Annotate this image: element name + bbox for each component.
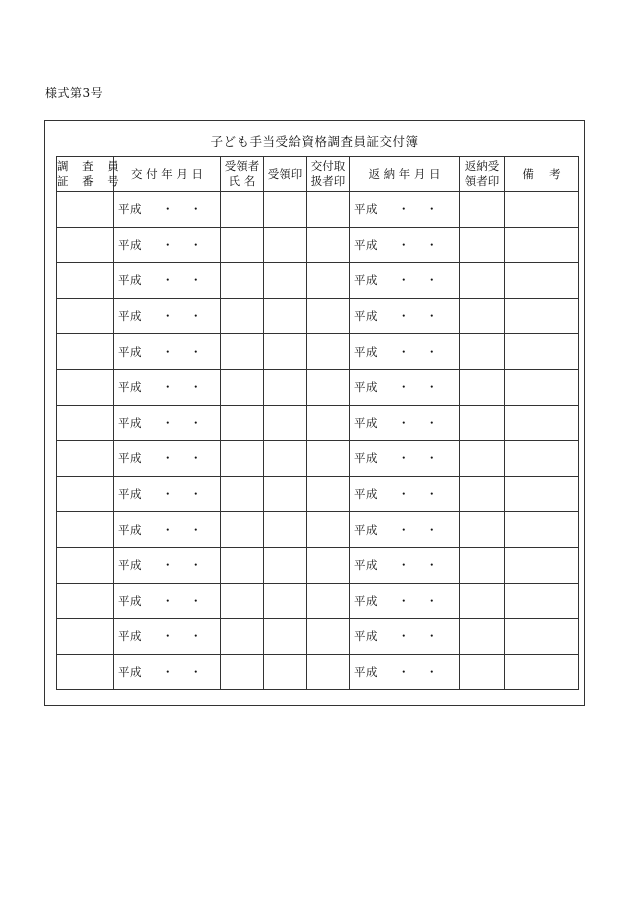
return-date-cell[interactable] (350, 583, 460, 619)
date-separator: ・ (190, 380, 202, 395)
return-receiver-seal-cell[interactable] (460, 547, 505, 583)
date-separator: ・ (398, 237, 410, 252)
issue-date-cell[interactable] (114, 512, 221, 548)
date-separator: ・ (190, 451, 202, 466)
date-separator: ・ (162, 380, 174, 395)
table-row (57, 512, 579, 548)
era-label: 平成 (354, 273, 378, 288)
date-separator: ・ (398, 273, 410, 288)
issuer-seal-cell[interactable] (307, 512, 350, 548)
era-label: 平成 (354, 451, 378, 466)
date-separator: ・ (426, 558, 438, 573)
issuer-seal-cell[interactable] (307, 192, 350, 228)
table-row (57, 405, 579, 441)
table-row (57, 334, 579, 370)
receipt-seal-cell[interactable] (264, 192, 307, 228)
date-separator: ・ (398, 629, 410, 644)
date-separator: ・ (398, 380, 410, 395)
recipient-name-cell[interactable] (221, 512, 264, 548)
date-separator: ・ (398, 344, 410, 359)
issuer-seal-cell[interactable] (307, 583, 350, 619)
date-separator: ・ (426, 487, 438, 502)
header-issue-date: 交 付 年 月 日 (114, 157, 221, 192)
date-separator: ・ (162, 344, 174, 359)
issue-date-cell[interactable] (114, 298, 221, 334)
issue-date-cell[interactable] (114, 263, 221, 299)
header-remarks: 備 考 (505, 157, 579, 192)
header-recipient-name (221, 157, 264, 192)
recipient-name-cell[interactable] (221, 583, 264, 619)
receipt-seal-cell[interactable] (264, 298, 307, 334)
date-separator: ・ (190, 309, 202, 324)
era-label: 平成 (354, 309, 378, 324)
header-recipient-name-line2: 氏 名 (228, 174, 256, 188)
receipt-seal-cell[interactable] (264, 619, 307, 655)
header-issuer-seal-line2: 扱者印 (310, 174, 346, 188)
era-label: 平成 (118, 415, 142, 430)
date-separator: ・ (398, 451, 410, 466)
id-number-cell[interactable] (57, 654, 114, 690)
header-receipt-seal: 受領印 (264, 157, 307, 192)
era-label: 平成 (118, 202, 142, 217)
remarks-cell[interactable] (505, 298, 579, 334)
era-label: 平成 (118, 273, 142, 288)
issuer-seal-cell[interactable] (307, 334, 350, 370)
receipt-seal-cell[interactable] (264, 654, 307, 690)
return-receiver-seal-cell[interactable] (460, 476, 505, 512)
return-date-cell[interactable] (350, 298, 460, 334)
date-separator: ・ (426, 415, 438, 430)
table-row (57, 476, 579, 512)
table-row (57, 654, 579, 690)
table-row (57, 583, 579, 619)
receipt-seal-cell[interactable] (264, 476, 307, 512)
date-separator: ・ (398, 487, 410, 502)
date-separator: ・ (162, 665, 174, 680)
date-separator: ・ (190, 629, 202, 644)
era-label: 平成 (354, 237, 378, 252)
era-label: 平成 (118, 451, 142, 466)
date-separator: ・ (190, 522, 202, 537)
issuer-seal-cell[interactable] (307, 476, 350, 512)
receipt-seal-cell[interactable] (264, 583, 307, 619)
receipt-seal-cell[interactable] (264, 227, 307, 263)
return-date-cell[interactable] (350, 476, 460, 512)
header-recipient-name-line1: 受領者 (224, 159, 260, 173)
date-separator: ・ (190, 558, 202, 573)
era-label: 平成 (354, 558, 378, 573)
era-label: 平成 (118, 665, 142, 680)
return-receiver-seal-cell[interactable] (460, 192, 505, 228)
era-label: 平成 (354, 380, 378, 395)
era-label: 平成 (118, 558, 142, 573)
issue-date-cell[interactable] (114, 476, 221, 512)
date-separator: ・ (162, 273, 174, 288)
date-separator: ・ (426, 273, 438, 288)
table-row (57, 192, 579, 228)
date-separator: ・ (162, 237, 174, 252)
date-separator: ・ (426, 202, 438, 217)
issuer-seal-cell[interactable] (307, 263, 350, 299)
date-separator: ・ (426, 237, 438, 252)
return-receiver-seal-cell[interactable] (460, 512, 505, 548)
remarks-cell[interactable] (505, 547, 579, 583)
return-receiver-seal-cell[interactable] (460, 227, 505, 263)
date-separator: ・ (162, 522, 174, 537)
remarks-cell[interactable] (505, 334, 579, 370)
header-row (57, 157, 579, 192)
issuer-seal-cell[interactable] (307, 441, 350, 477)
id-number-cell[interactable] (57, 476, 114, 512)
header-return-receiver-seal-line1: 返納受 (464, 159, 500, 173)
return-receiver-seal-cell[interactable] (460, 654, 505, 690)
return-date-cell[interactable] (350, 619, 460, 655)
date-separator: ・ (426, 380, 438, 395)
return-receiver-seal-cell[interactable] (460, 369, 505, 405)
era-label: 平成 (354, 629, 378, 644)
id-number-cell[interactable] (57, 441, 114, 477)
id-number-cell[interactable] (57, 619, 114, 655)
issue-date-cell[interactable] (114, 441, 221, 477)
header-issuer-seal (307, 157, 350, 192)
date-separator: ・ (190, 344, 202, 359)
remarks-cell[interactable] (505, 369, 579, 405)
era-label: 平成 (118, 344, 142, 359)
date-separator: ・ (190, 415, 202, 430)
issuance-register-table (56, 156, 579, 690)
remarks-cell[interactable] (505, 263, 579, 299)
issuer-seal-cell[interactable] (307, 619, 350, 655)
remarks-cell[interactable] (505, 512, 579, 548)
id-number-cell[interactable] (57, 583, 114, 619)
header-return-receiver-seal (460, 157, 505, 192)
date-separator: ・ (162, 629, 174, 644)
date-separator: ・ (398, 522, 410, 537)
issue-date-cell[interactable] (114, 369, 221, 405)
recipient-name-cell[interactable] (221, 619, 264, 655)
issue-date-cell[interactable] (114, 619, 221, 655)
return-date-cell[interactable] (350, 227, 460, 263)
era-label: 平成 (354, 593, 378, 608)
recipient-name-cell[interactable] (221, 192, 264, 228)
era-label: 平成 (354, 522, 378, 537)
return-date-cell[interactable] (350, 547, 460, 583)
receipt-seal-cell[interactable] (264, 512, 307, 548)
date-separator: ・ (190, 487, 202, 502)
return-receiver-seal-cell[interactable] (460, 441, 505, 477)
date-separator: ・ (426, 629, 438, 644)
date-separator: ・ (398, 202, 410, 217)
era-label: 平成 (354, 487, 378, 502)
return-date-cell[interactable] (350, 654, 460, 690)
date-separator: ・ (398, 309, 410, 324)
date-separator: ・ (426, 665, 438, 680)
recipient-name-cell[interactable] (221, 227, 264, 263)
form-number: 様式第3号 (45, 86, 104, 100)
era-label: 平成 (118, 487, 142, 502)
return-date-cell[interactable] (350, 334, 460, 370)
date-separator: ・ (162, 309, 174, 324)
header-issuer-seal-line1: 交付取 (310, 159, 346, 173)
document-title: 子ども手当受給資格調査員証交付簿 (210, 134, 419, 149)
recipient-name-cell[interactable] (221, 369, 264, 405)
id-number-cell[interactable] (57, 369, 114, 405)
date-separator: ・ (426, 309, 438, 324)
date-separator: ・ (398, 665, 410, 680)
era-label: 平成 (118, 522, 142, 537)
date-separator: ・ (398, 415, 410, 430)
issue-date-cell[interactable] (114, 583, 221, 619)
header-id-number-line2: 証 番 号 (57, 174, 124, 188)
register-body (57, 192, 579, 690)
return-receiver-seal-cell[interactable] (460, 405, 505, 441)
recipient-name-cell[interactable] (221, 547, 264, 583)
era-label: 平成 (354, 665, 378, 680)
date-separator: ・ (162, 593, 174, 608)
issue-date-cell[interactable] (114, 654, 221, 690)
date-separator: ・ (190, 593, 202, 608)
return-receiver-seal-cell[interactable] (460, 334, 505, 370)
id-number-cell[interactable] (57, 227, 114, 263)
remarks-cell[interactable] (505, 583, 579, 619)
header-return-date: 返 納 年 月 日 (350, 157, 460, 192)
date-separator: ・ (426, 451, 438, 466)
receipt-seal-cell[interactable] (264, 263, 307, 299)
receipt-seal-cell[interactable] (264, 369, 307, 405)
recipient-name-cell[interactable] (221, 263, 264, 299)
return-receiver-seal-cell[interactable] (460, 263, 505, 299)
date-separator: ・ (162, 558, 174, 573)
return-date-cell[interactable] (350, 263, 460, 299)
return-date-cell[interactable] (350, 192, 460, 228)
remarks-cell[interactable] (505, 476, 579, 512)
era-label: 平成 (354, 344, 378, 359)
issuer-seal-cell[interactable] (307, 547, 350, 583)
date-separator: ・ (190, 665, 202, 680)
receipt-seal-cell[interactable] (264, 405, 307, 441)
remarks-cell[interactable] (505, 227, 579, 263)
table-row (57, 547, 579, 583)
era-label: 平成 (118, 380, 142, 395)
header-id-number (57, 157, 124, 192)
date-separator: ・ (426, 593, 438, 608)
return-receiver-seal-cell[interactable] (460, 298, 505, 334)
date-separator: ・ (398, 593, 410, 608)
recipient-name-cell[interactable] (221, 334, 264, 370)
date-separator: ・ (190, 237, 202, 252)
remarks-cell[interactable] (505, 405, 579, 441)
table-row (57, 619, 579, 655)
recipient-name-cell[interactable] (221, 476, 264, 512)
issuer-seal-cell[interactable] (307, 298, 350, 334)
issue-date-cell[interactable] (114, 405, 221, 441)
return-receiver-seal-cell[interactable] (460, 583, 505, 619)
issue-date-cell[interactable] (114, 227, 221, 263)
date-separator: ・ (426, 344, 438, 359)
id-number-cell[interactable] (57, 512, 114, 548)
recipient-name-cell[interactable] (221, 654, 264, 690)
id-number-cell[interactable] (57, 547, 114, 583)
id-number-cell[interactable] (57, 405, 114, 441)
remarks-cell[interactable] (505, 654, 579, 690)
return-date-cell[interactable] (350, 441, 460, 477)
era-label: 平成 (118, 237, 142, 252)
date-separator: ・ (190, 273, 202, 288)
register-frame (44, 120, 585, 706)
remarks-cell[interactable] (505, 192, 579, 228)
recipient-name-cell[interactable] (221, 441, 264, 477)
issuer-seal-cell[interactable] (307, 369, 350, 405)
receipt-seal-cell[interactable] (264, 547, 307, 583)
era-label: 平成 (118, 593, 142, 608)
table-row (57, 369, 579, 405)
recipient-name-cell[interactable] (221, 405, 264, 441)
era-label: 平成 (118, 309, 142, 324)
return-receiver-seal-cell[interactable] (460, 619, 505, 655)
issue-date-cell[interactable] (114, 334, 221, 370)
date-separator: ・ (162, 451, 174, 466)
receipt-seal-cell[interactable] (264, 441, 307, 477)
remarks-cell[interactable] (505, 441, 579, 477)
issuer-seal-cell[interactable] (307, 405, 350, 441)
return-date-cell[interactable] (350, 405, 460, 441)
table-row (57, 298, 579, 334)
issuer-seal-cell[interactable] (307, 227, 350, 263)
receipt-seal-cell[interactable] (264, 334, 307, 370)
remarks-cell[interactable] (505, 619, 579, 655)
id-number-cell[interactable] (57, 334, 114, 370)
era-label: 平成 (118, 629, 142, 644)
issue-date-cell[interactable] (114, 192, 221, 228)
date-separator: ・ (162, 415, 174, 430)
return-date-cell[interactable] (350, 512, 460, 548)
return-date-cell[interactable] (350, 369, 460, 405)
issuer-seal-cell[interactable] (307, 654, 350, 690)
date-separator: ・ (162, 202, 174, 217)
header-id-number-line1: 調 査 員 (57, 159, 124, 173)
header-return-receiver-seal-line2: 領者印 (464, 174, 500, 188)
table-row (57, 441, 579, 477)
table-row (57, 263, 579, 299)
date-separator: ・ (162, 487, 174, 502)
id-number-cell[interactable] (57, 298, 114, 334)
date-separator: ・ (190, 202, 202, 217)
table-row (57, 227, 579, 263)
id-number-cell[interactable] (57, 192, 114, 228)
date-separator: ・ (398, 558, 410, 573)
recipient-name-cell[interactable] (221, 298, 264, 334)
era-label: 平成 (354, 202, 378, 217)
era-label: 平成 (354, 415, 378, 430)
issue-date-cell[interactable] (114, 547, 221, 583)
id-number-cell[interactable] (57, 263, 114, 299)
date-separator: ・ (426, 522, 438, 537)
